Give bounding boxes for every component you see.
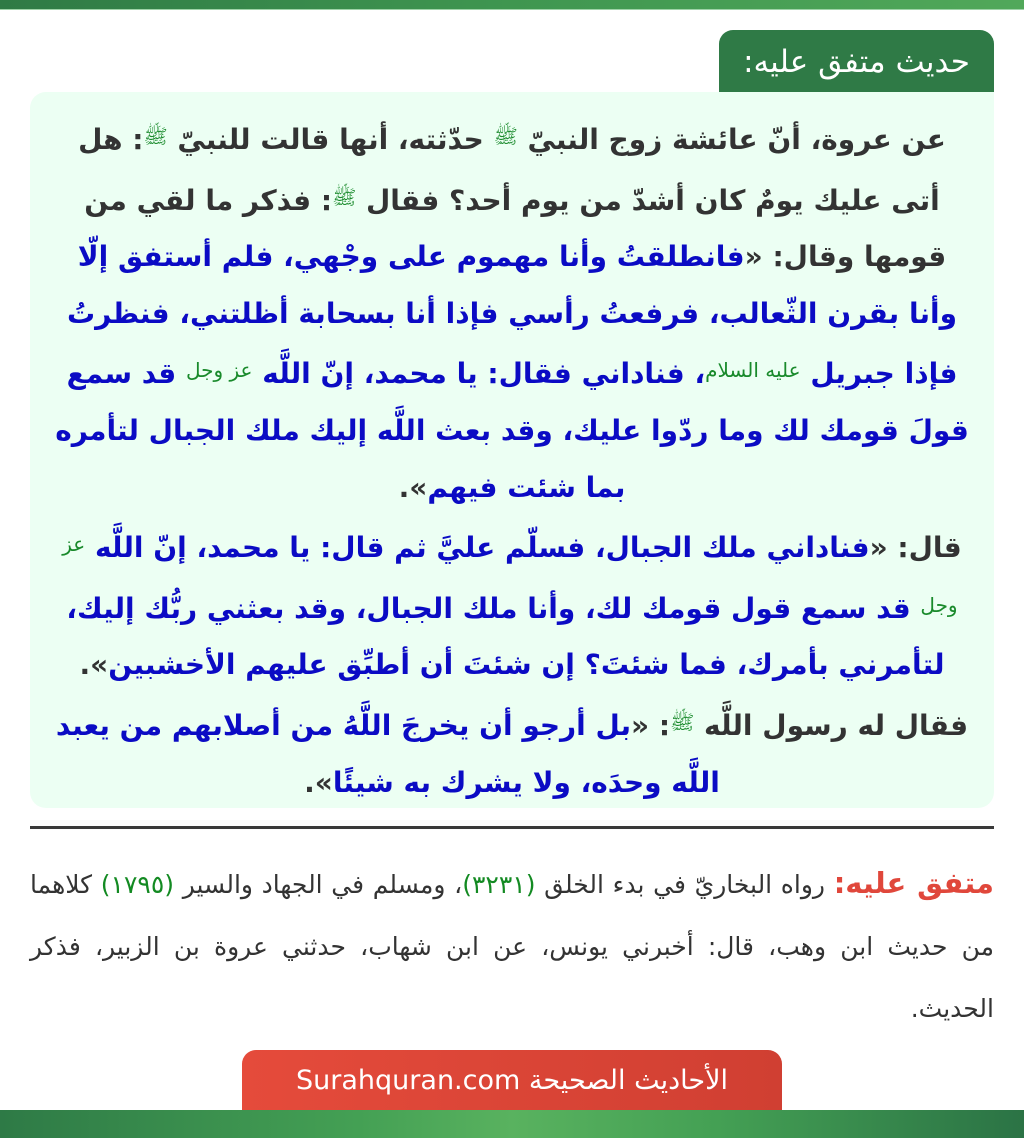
bottom-decorative-bar [0, 1110, 1024, 1138]
prophet-speech: قد سمع قولَ قومك لك وما ردّوا عليك، وقد بعث اللَّه إليك ملك الجبال لتأمره بما شئت فيهم [55, 357, 969, 504]
honorific-icon: عليه السلام [705, 358, 801, 383]
narration: : فذكر ما لقي من قومها وقال: « [84, 183, 947, 274]
prophet-speech: ، فناداني فقال: يا محمد، إنّ اللَّه [252, 357, 706, 391]
narration: ». فقال له رسول اللَّه [79, 648, 969, 742]
narration: : هل أتى عليك يومٌ كان أشدّ من يوم أحد؟ فقال [78, 123, 940, 217]
honorific-icon: عز وجل [62, 532, 958, 617]
top-decorative-bar [0, 0, 1024, 10]
prophet-speech: فانطلقتُ وأنا مهموم على وجْهي، فلم أستفق إلّا وأنا بقرن الثّعالب، فرفعتُ رأسي فإذا أنا بسحابة أظلتني، فنظرتُ فإذا جبريل [67, 240, 958, 391]
narration: عن عروة، أنّ عائشة زوج النبيّ [517, 123, 946, 156]
hadith-title-tab [719, 30, 994, 92]
hadith-paragraph-2 [52, 516, 972, 811]
honorific-icon: ﷺ [493, 124, 518, 148]
source-text-1: رواه البخاريّ في بدء الخلق [535, 870, 834, 899]
source-text-2: ، ومسلم في الجهاد والسير [174, 870, 463, 899]
narration: قال: « [869, 531, 962, 565]
source-reference [30, 852, 994, 1040]
honorific-icon: عز وجل [186, 358, 253, 383]
hadith-title: حديث متفق عليه: [743, 44, 970, 80]
section-divider [30, 826, 994, 829]
muslim-number: (١٧٩٥) [100, 870, 175, 899]
narration: ». [398, 470, 428, 504]
prophet-speech: بل أرجو أن يخرجَ اللَّهُ من أصلابهم من يعبد اللَّه وحدَه، ولا يشرك به شيئًا [55, 708, 720, 799]
narration: حدّثته، أنها قالت للنبيّ [167, 123, 494, 156]
prophet-speech: فناداني ملك الجبال، فسلّم عليَّ ثم قال: يا محمد، إنّ اللَّه [85, 531, 870, 565]
source-text-3: كلاهما من حديث ابن وهب، قال: أخبرني يونس، عن ابن شهاب، حدثني عروة بن الزبير، فذكر الحديث. [30, 870, 994, 1023]
prophet-speech: قد سمع قول قومك لك، وأنا ملك الجبال، وقد بعثني ربُّك إليك، لتأمرني بأمرك، فما شئتَ؟ إن شئتَ أن أطبِّق عليهم الأخشبين [66, 591, 945, 682]
honorific-icon: ﷺ [143, 124, 168, 148]
hadith-card [30, 92, 994, 808]
honorific-icon: ﷺ [670, 709, 695, 734]
hadith-text [52, 108, 972, 811]
narration: : « [631, 708, 671, 742]
site-badge[interactable] [242, 1050, 782, 1110]
source-label: متفق عليه: [833, 866, 994, 900]
narration: ». [304, 765, 333, 799]
bukhari-number: (٣٢٣١) [462, 870, 536, 899]
site-badge-label: الأحاديث الصحيحة Surahquran.com [296, 1064, 728, 1096]
hadith-paragraph-1 [52, 108, 972, 516]
honorific-icon: ﷺ [332, 184, 357, 209]
